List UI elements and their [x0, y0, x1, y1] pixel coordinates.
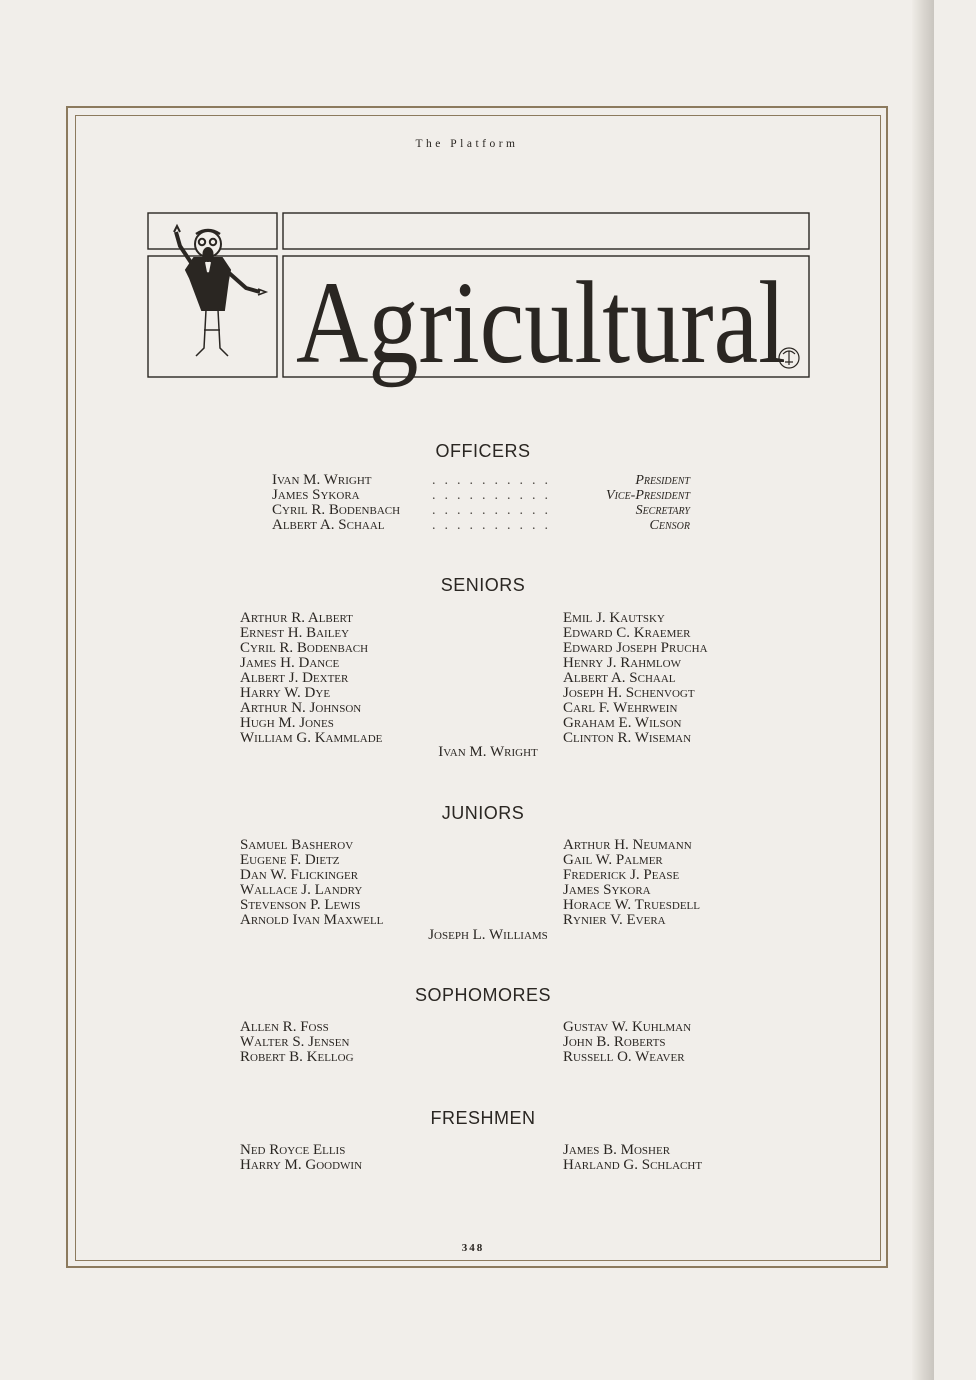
page-spine-shadow	[912, 0, 934, 1380]
list-item: William G. Kammlade	[240, 730, 383, 746]
list-item: Wallace J. Landry	[240, 882, 363, 898]
list-item: Henry J. Rahmlow	[563, 655, 681, 671]
list-item: Stevenson P. Lewis	[240, 897, 361, 913]
list-item: Rynier V. Evera	[563, 912, 666, 928]
list-item: Ned Royce Ellis	[240, 1142, 346, 1158]
sophomores-heading: SOPHOMORES	[414, 985, 552, 1005]
page-number: 348	[461, 1242, 485, 1254]
officer-row	[272, 518, 690, 533]
list-item: Cyril R. Bodenbach	[240, 640, 369, 656]
list-item: John B. Roberts	[563, 1034, 666, 1050]
sophomores-right-column	[563, 1020, 691, 1065]
list-item: Ernest H. Bailey	[240, 625, 350, 641]
list-item: Arthur R. Albert	[240, 610, 353, 626]
list-item: Carl F. Wehrwein	[563, 700, 678, 716]
sophomores-left-column	[240, 1020, 354, 1065]
list-item: Robert B. Kellog	[240, 1049, 354, 1065]
list-item: Dan W. Flickinger	[240, 867, 359, 883]
banner-title-art: Agricultural	[296, 257, 786, 388]
list-item: Arthur N. Johnson	[240, 700, 362, 716]
freshmen-right-column	[563, 1143, 702, 1173]
list-item: Albert J. Dexter	[240, 670, 349, 686]
freshmen-heading: FRESHMEN	[430, 1108, 536, 1128]
list-item: Joseph H. Schenvogt	[563, 685, 695, 701]
officers-heading: OFFICERS	[435, 441, 531, 461]
dot-leader: ..........	[432, 473, 557, 488]
seniors-left-column	[240, 611, 382, 746]
list-item: Frederick J. Pease	[563, 867, 680, 883]
list-item: Allen R. Foss	[240, 1019, 329, 1035]
list-item: Edward Joseph Prucha	[563, 640, 708, 656]
officer-name: James Sykora	[272, 487, 360, 503]
juniors-heading: JUNIORS	[441, 803, 525, 823]
list-item: Graham E. Wilson	[563, 715, 682, 731]
freshmen-left-column	[240, 1143, 362, 1173]
speaker-figure-icon	[174, 226, 266, 356]
list-item: Walter S. Jensen	[240, 1034, 350, 1050]
officer-title: Censor	[649, 518, 690, 533]
list-item: Gail W. Palmer	[563, 852, 663, 868]
seniors-right-column	[563, 611, 708, 746]
officer-row	[272, 503, 690, 518]
juniors-center-name: Joseph L. Williams	[428, 927, 548, 943]
officer-row	[272, 473, 690, 488]
seniors-center-name: Ivan M. Wright	[438, 744, 538, 760]
list-item: Harland G. Schlacht	[563, 1157, 703, 1173]
juniors-right-column	[563, 838, 700, 928]
officer-title: Vice-President	[606, 488, 690, 503]
list-item: Gustav W. Kuhlman	[563, 1019, 692, 1035]
list-item: Harry W. Dye	[240, 685, 331, 701]
officer-name: Ivan M. Wright	[272, 472, 372, 488]
dot-leader: ..........	[432, 488, 557, 503]
dot-leader: ..........	[432, 518, 557, 533]
list-item: Arnold Ivan Maxwell	[240, 912, 384, 928]
list-item: Hugh M. Jones	[240, 715, 334, 731]
list-item: Samuel Basherov	[240, 837, 354, 853]
running-head: The Platform	[415, 138, 519, 150]
officer-title: President	[635, 473, 690, 488]
list-item: Harry M. Goodwin	[240, 1157, 363, 1173]
officer-row	[272, 488, 690, 503]
list-item: Russell O. Weaver	[563, 1049, 685, 1065]
seniors-heading: SENIORS	[440, 575, 526, 595]
list-item: James B. Mosher	[563, 1142, 671, 1158]
officer-name: Albert A. Schaal	[272, 517, 385, 533]
list-item: Arthur H. Neumann	[563, 837, 692, 853]
banner-illustration	[146, 210, 812, 388]
list-item: Edward C. Kraemer	[563, 625, 691, 641]
list-item: Horace W. Truesdell	[563, 897, 700, 913]
officer-name: Cyril R. Bodenbach	[272, 502, 401, 518]
list-item: James H. Dance	[240, 655, 340, 671]
list-item: Eugene F. Dietz	[240, 852, 340, 868]
dot-leader: ..........	[432, 503, 557, 518]
list-item: Albert A. Schaal	[563, 670, 676, 686]
list-item: Clinton R. Wiseman	[563, 730, 692, 746]
list-item: Emil J. Kautsky	[563, 610, 665, 626]
officer-title: Secretary	[635, 503, 690, 518]
list-item: James Sykora	[563, 882, 651, 898]
juniors-left-column	[240, 838, 383, 928]
